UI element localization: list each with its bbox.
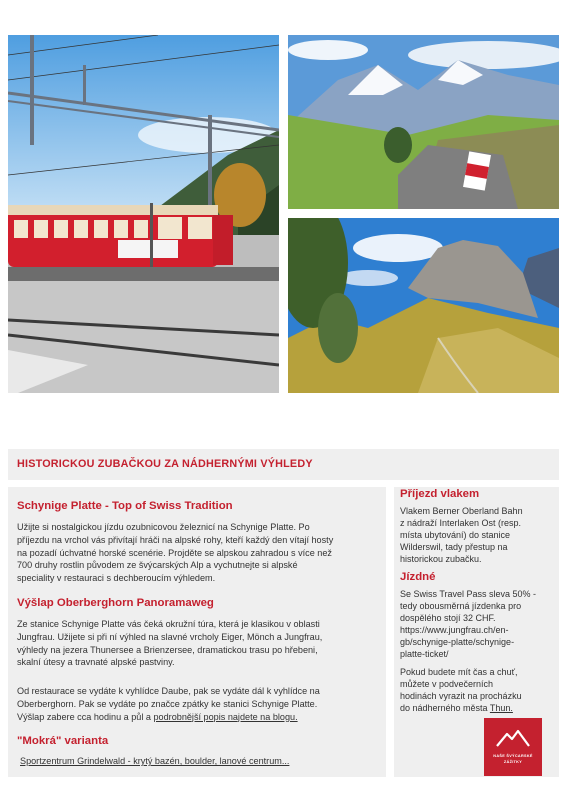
sportzentrum-link[interactable]: Sportzentrum Grindelwald - krytý bazén, boulder, lanové centrum... <box>20 756 290 766</box>
text-line: výhledy na jezera Thunersee a Brienzersee, dramatickou trasu po hřebeni, <box>17 644 318 655</box>
thun-link[interactable]: Thun. <box>489 703 513 713</box>
text-fragment: do nádherného města <box>400 703 490 713</box>
oberberghorn-ridge-photo <box>288 218 559 393</box>
text-line: Vlakem Berner Oberland Bahn <box>400 506 523 516</box>
text-line: na pozadí úchvatné horské scenérie. Projděte se alpskou zahradou s více než <box>17 547 332 558</box>
text-line: Od restaurace se vydáte k vyhlídce Daube, pak se vydáte dál k vyhlídce na <box>17 686 320 696</box>
text-line: Wilderswil, tady přestup na <box>400 542 508 552</box>
section-title-wet-variant: "Mokrá" varianta <box>17 735 109 747</box>
text-line: Se Swiss Travel Pass sleva 50% - <box>400 589 537 599</box>
ticket-url-line[interactable]: https://www.jungfrau.ch/en- <box>400 625 509 635</box>
text-line: tedy obousměrná jízdenka pro <box>400 601 522 611</box>
text-line: skalní útesy a travnaté alpské pastviny. <box>17 657 175 668</box>
text-line: dospělého stojí 32 CHF. <box>400 613 496 623</box>
logo-line-1: NAŠE ŠVÝCARSKÉ <box>493 754 533 758</box>
ticket-url-line[interactable]: platte-ticket/ <box>400 649 449 659</box>
wet-variant-text <box>20 755 380 768</box>
section-banner <box>8 449 559 480</box>
brand-logo <box>484 718 542 776</box>
text-line: Pokud budete mít čas a chuť, <box>400 667 518 677</box>
text-line: Ze stanice Schynige Platte vás čeká okružní túra, která je klasikou v oblasti <box>17 619 320 629</box>
banner-title: HISTORICKOU ZUBAČKOU ZA NÁDHERNÝMI VÝHLEDY <box>17 458 313 470</box>
red-cogwheel-train-photo <box>8 35 279 393</box>
text-line: z nádraží Interlaken Ost (resp. <box>400 518 522 528</box>
text-line: místa ubytování) do stanice <box>400 530 511 540</box>
text-line: hodinách vyrazit na procházku <box>400 691 522 701</box>
thun-note-text <box>400 666 552 714</box>
text-line: příjezdu na vrchol vás přivítají hráči na alpské rohy, kteří každý den vítají hosty <box>17 534 334 545</box>
section-text-route <box>17 685 379 723</box>
text-line <box>17 711 379 724</box>
fare-text <box>400 588 552 660</box>
section-title-hike: Výšlap Oberberghorn Panoramaweg <box>17 597 214 609</box>
section-text-schynige <box>17 521 379 585</box>
text-line: můžete v podvečerních <box>400 679 494 689</box>
text-line: Jungfrau. Užijete si při ní výhled na slavné vrcholy Eiger, Mönch a Jungfrau, <box>17 631 323 642</box>
alpine-peaks-trail-marker-photo <box>288 35 559 209</box>
logo-line-2: ZÁŽITKY <box>503 760 523 764</box>
text-line: Užijte si nostalgickou jízdu ozubnicovou železnicí na Schynige Platte. Po <box>17 522 310 532</box>
blog-link[interactable]: podrobnější popis najdete na blogu. <box>153 711 298 722</box>
arrival-text <box>400 505 552 565</box>
text-line <box>400 702 552 714</box>
text-fragment: Výšlap zabere cca hodinu a půl a <box>17 711 154 722</box>
section-title-fare: Jízdné <box>400 571 436 583</box>
text-line: speciality v restauraci s dechberoucím výhledem. <box>17 573 216 584</box>
text-line: historickou zubačku. <box>400 554 482 564</box>
text-line: 700 druhy rostlin původem ze švýcarských Alp a vychutnejte si alpské <box>17 560 298 571</box>
section-title-arrival: Příjezd vlakem <box>400 488 480 500</box>
text-line: Oberberghorn. Pak se vydáte po značce zpátky ke stanici Schynige Platte. <box>17 698 318 709</box>
section-text-hike <box>17 618 379 669</box>
ticket-url-line[interactable]: gb/schynige-platte/schynige- <box>400 637 515 647</box>
mountain-icon <box>496 728 530 748</box>
section-title-schynige: Schynige Platte - Top of Swiss Tradition <box>17 500 233 512</box>
